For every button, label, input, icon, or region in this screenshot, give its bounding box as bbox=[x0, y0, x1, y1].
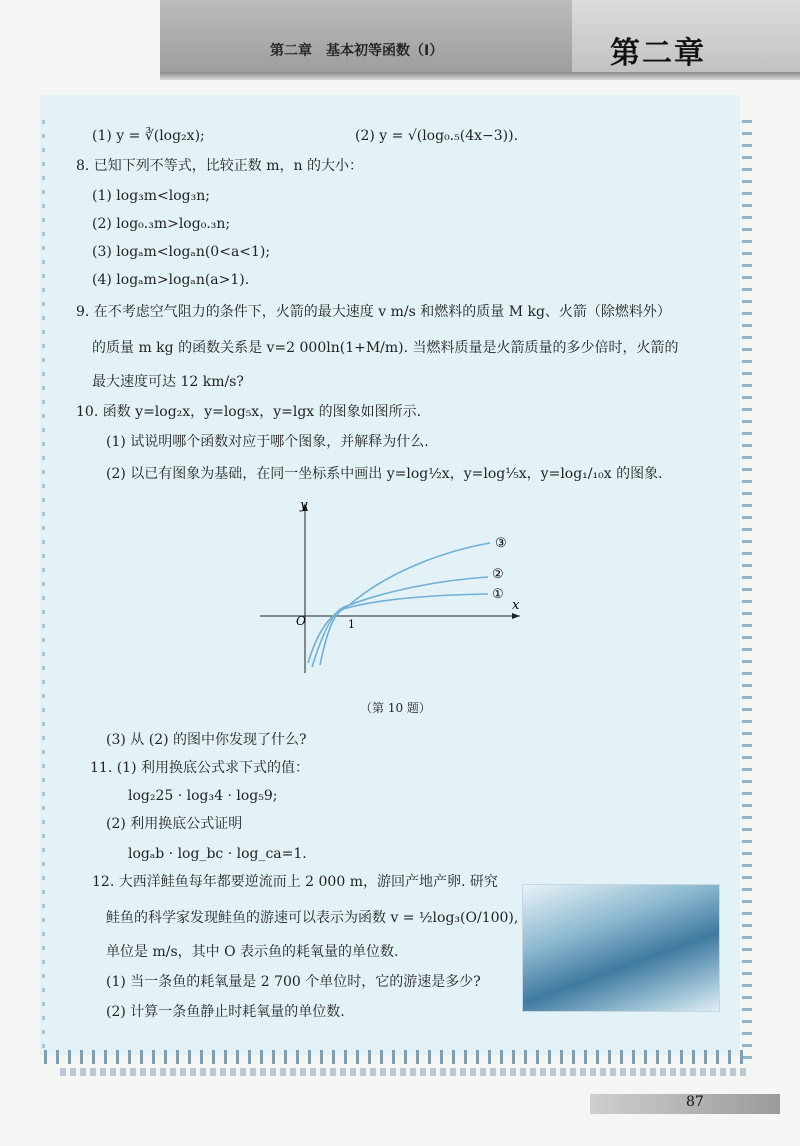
figure-caption: （第 10 题） bbox=[360, 701, 431, 715]
chapter-label: 第二章 bbox=[610, 36, 706, 71]
exercise-11-2: (2) 利用换底公式证明 bbox=[106, 816, 243, 832]
exercise-10-1: (1) 试说明哪个函数对应于哪个图象，并解释为什么. bbox=[106, 434, 429, 450]
exercise-8: 8. 已知下列不等式，比较正数 m，n 的大小： bbox=[76, 158, 363, 174]
exercise-8-2: (2) log₀.₃m>log₀.₃n; bbox=[92, 216, 231, 232]
tick-one-label: 1 bbox=[348, 618, 355, 631]
bottom-decoration-2 bbox=[60, 1068, 750, 1076]
y-axis-label: y bbox=[300, 498, 308, 513]
exercise-11: 11. (1) 利用换底公式求下式的值： bbox=[90, 760, 309, 776]
exercise-10-3: (3) 从 (2) 的图中你发现了什么? bbox=[106, 732, 307, 748]
exercise-12-line2: 鲑鱼的科学家发现鲑鱼的游速可以表示为函数 v = ½log₃(O/100), bbox=[106, 910, 519, 926]
header-shadow bbox=[160, 72, 800, 80]
right-decoration bbox=[742, 120, 752, 1060]
curve-label-2: ② bbox=[492, 567, 504, 582]
exercise-9-line2: 的质量 m kg 的函数关系是 v=2 000ln(1+M/m). 当燃料质量是火箭质量的多少倍时，火箭的 bbox=[92, 340, 679, 356]
exercise-11-formula2: logₐb · log_bc · log_ca=1. bbox=[128, 846, 307, 862]
exercise-10-2: (2) 以已有图象为基础，在同一坐标系中画出 y=log½x，y=log⅕x，y=log₁/₁₀x 的图象. bbox=[106, 466, 663, 482]
curve-2 bbox=[312, 577, 488, 667]
exercise-9-line1: 9. 在不考虑空气阻力的条件下，火箭的最大速度 v m/s 和燃料的质量 M kg、火箭（除燃料外） bbox=[76, 304, 671, 320]
log-graph-figure bbox=[250, 495, 530, 680]
exercise-7-1: (1) y = ∛(log₂x); bbox=[92, 128, 205, 144]
exercise-8-3: (3) logₐm<logₐn(0<a<1); bbox=[92, 244, 271, 260]
exercise-8-4: (4) logₐm>logₐn(a>1). bbox=[92, 272, 250, 288]
curve-label-3: ③ bbox=[495, 536, 507, 551]
exercise-12-2: (2) 计算一条鱼静止时耗氧量的单位数. bbox=[106, 1004, 345, 1020]
curve-1 bbox=[320, 594, 488, 665]
origin-label: O bbox=[296, 614, 306, 628]
exercise-7-2: (2) y = √(log₀.₅(4x−3)). bbox=[355, 128, 519, 144]
section-title: 第二章 基本初等函数（Ⅰ） bbox=[270, 43, 444, 59]
exercise-8-1: (1) log₃m<log₃n; bbox=[92, 188, 210, 204]
exercise-9-line3: 最大速度可达 12 km/s? bbox=[92, 374, 244, 390]
curve-label-1: ① bbox=[492, 587, 504, 602]
curve-3 bbox=[308, 543, 490, 663]
bottom-decoration bbox=[44, 1050, 744, 1064]
footer-bar bbox=[590, 1094, 780, 1114]
x-axis-label: x bbox=[512, 598, 520, 613]
left-decoration bbox=[42, 120, 45, 1050]
salmon-photo bbox=[522, 884, 720, 1012]
exercise-10: 10. 函数 y=log₂x，y=log₅x，y=lgx 的图象如图所示. bbox=[76, 404, 422, 420]
x-axis-arrow bbox=[512, 613, 520, 619]
exercise-12-line3: 单位是 m/s，其中 O 表示鱼的耗氧量的单位数. bbox=[106, 944, 399, 960]
page-number: 87 bbox=[686, 1094, 704, 1110]
exercise-12-line1: 12. 大西洋鲑鱼每年都要逆流而上 2 000 m，游回产地产卵. 研究 bbox=[92, 874, 498, 890]
exercise-11-formula: log₂25 · log₃4 · log₅9; bbox=[128, 788, 278, 804]
exercise-12-1: (1) 当一条鱼的耗氧量是 2 700 个单位时，它的游速是多少? bbox=[106, 974, 481, 990]
